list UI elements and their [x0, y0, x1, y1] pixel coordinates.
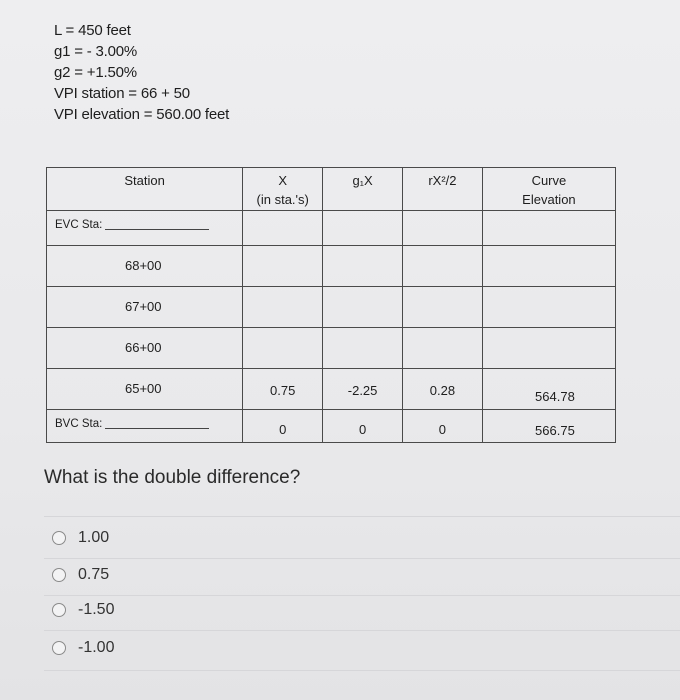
header-x: X (in sta.'s)	[243, 168, 323, 211]
given-grade-2: g2 = +1.50%	[54, 64, 137, 81]
x-value	[243, 287, 322, 301]
given-length: L = 450 feet	[54, 22, 131, 39]
table-cell	[323, 211, 403, 246]
table-cell	[482, 211, 615, 246]
option-label: -1.50	[78, 601, 115, 618]
rx-value	[403, 328, 482, 342]
bvc-station-blank	[105, 428, 209, 429]
given-grade-1: g1 = - 3.00%	[54, 43, 138, 60]
option-label: -1.00	[78, 639, 115, 656]
vertical-curve-table	[46, 167, 616, 443]
g1x-value: -2.25	[347, 383, 378, 398]
table-row-evc	[47, 211, 616, 246]
evc-station-cell	[47, 211, 243, 246]
radio-button-icon[interactable]	[52, 568, 66, 582]
g1x-value	[323, 328, 402, 342]
bvc-label: BVC Sta:	[55, 418, 103, 430]
table-row	[47, 246, 616, 287]
divider	[44, 558, 680, 559]
given-vpi-station: VPI station = 66 + 50	[54, 85, 190, 102]
rx-value	[403, 246, 482, 260]
question-text: What is the double difference?	[44, 467, 301, 488]
g1x-value	[323, 246, 402, 260]
answer-option-4[interactable]	[52, 639, 114, 657]
divider	[44, 670, 680, 671]
elevation-value: 566.75	[535, 423, 575, 438]
rx-value	[403, 287, 482, 301]
station-label: 67+00	[125, 299, 162, 314]
header-station: Station	[47, 168, 243, 211]
option-label: 0.75	[78, 566, 110, 583]
bvc-station-cell	[47, 410, 243, 443]
answer-option-3[interactable]	[52, 601, 114, 619]
evc-station-blank	[105, 229, 209, 230]
elevation-value: 564.78	[535, 389, 575, 404]
header-curve-elevation: Curve Elevation	[482, 168, 615, 211]
table-row	[47, 369, 616, 410]
elevation-value	[483, 328, 615, 348]
table-cell	[243, 211, 323, 246]
station-label: 65+00	[125, 381, 162, 396]
radio-button-icon[interactable]	[52, 641, 66, 655]
table-header-row	[47, 168, 616, 211]
station-label: 68+00	[125, 258, 162, 273]
answer-option-2[interactable]	[52, 566, 109, 584]
radio-button-icon[interactable]	[52, 603, 66, 617]
x-value	[243, 328, 322, 342]
evc-label: EVC Sta:	[55, 219, 103, 231]
table-row	[47, 287, 616, 328]
g1x-value	[323, 287, 402, 301]
table-cell	[403, 211, 483, 246]
elevation-value	[483, 287, 615, 307]
given-vpi-elevation: VPI elevation = 560.00 feet	[54, 106, 230, 123]
g1x-value: 0	[358, 422, 367, 437]
divider	[44, 595, 680, 596]
given-values	[54, 20, 229, 125]
x-value	[243, 246, 322, 260]
rx-value: 0.28	[429, 383, 456, 398]
divider	[44, 630, 680, 631]
elevation-value	[483, 246, 615, 266]
table-row-bvc	[47, 410, 616, 443]
x-value: 0	[279, 422, 287, 437]
option-label: 1.00	[78, 529, 110, 546]
station-label: 66+00	[125, 340, 162, 355]
header-g1x: g₁X	[323, 168, 403, 211]
divider	[44, 516, 680, 517]
header-rx: rX²/2	[403, 168, 483, 211]
x-value: 0.75	[270, 383, 296, 398]
radio-button-icon[interactable]	[52, 531, 66, 545]
answer-option-1[interactable]	[52, 529, 109, 547]
table-row	[47, 328, 616, 369]
rx-value: 0	[438, 422, 447, 437]
